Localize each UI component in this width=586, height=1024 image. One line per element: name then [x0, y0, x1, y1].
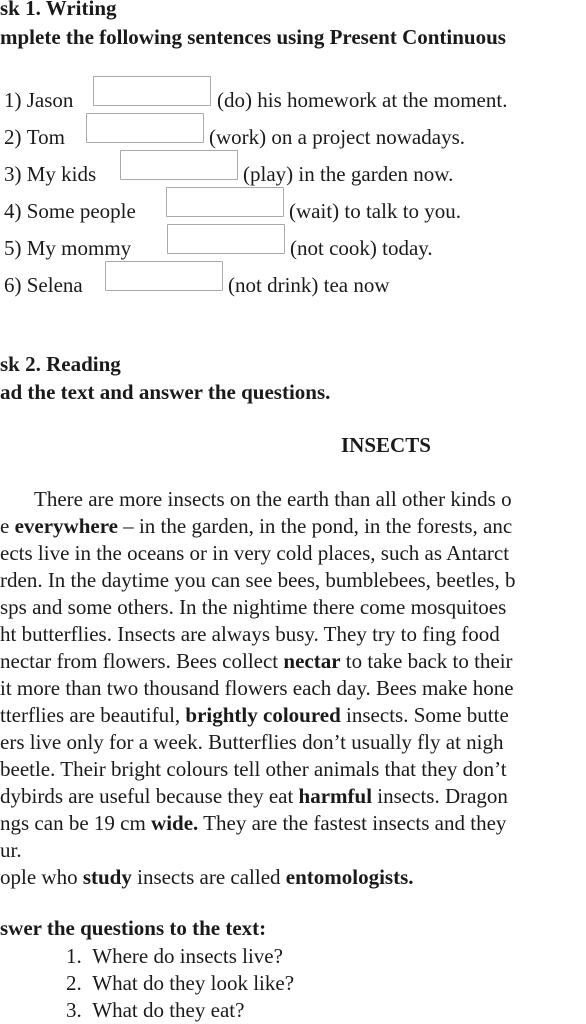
list-item: 1) Jason: [4, 88, 74, 112]
answer-field-6[interactable]: [105, 261, 223, 291]
list-item: 5) My mommy: [4, 236, 132, 260]
list-item: 3) My kids: [4, 162, 97, 186]
reading-text: There are more insects on the earth than all other kinds o e everywhere – in the garden, in the pond, in the forests, anc ects live in the oceans or in very cold places, such as Antarct rden. In the daytime you can see bees, bumblebees, beetles, b sps and some others. In the nightime there come mosquitoes ht butterflies. Insects are always busy. They try to fing food nectar from flowers. Bees collect nectar to take back to their it more than two thousand flowers each day. Bees make hone tterflies are beautiful, brightly coloured insects. Some butte ers live only for a week. Butterflies don’t usually fly at nigh beetle. Their bright colours tell other animals that they don’t dybirds are useful because they eat harmful insects. Dragon ngs can be 19 cm wide. They are the fastest insects and they ur. ople who study insects are called entomologists.: [0, 487, 516, 889]
answer-field-3[interactable]: [120, 150, 238, 180]
answer-field-2[interactable]: [86, 113, 204, 143]
list-item: 2) Tom: [4, 125, 65, 149]
task1-title: sk 1. Writing: [0, 0, 117, 20]
task2-title: sk 2. Reading: [0, 352, 121, 376]
question-item: 2. What do they look like?: [66, 971, 295, 995]
question-item: 1. Where do insects live?: [66, 944, 283, 968]
answer-field-4[interactable]: [166, 187, 284, 217]
sentence-rest: (not drink) tea now: [228, 273, 390, 297]
task1-instruction: mplete the following sentences using Present Continuous: [0, 25, 506, 49]
sentence-rest: (wait) to talk to you.: [289, 199, 462, 223]
sentence-rest: (play) in the garden now.: [243, 162, 454, 186]
sentence-rest: (work) on a project nowadays.: [209, 125, 465, 149]
answer-field-5[interactable]: [167, 224, 285, 254]
questions-title: swer the questions to the text:: [0, 916, 267, 940]
task2-instruction: ad the text and answer the questions.: [0, 380, 331, 404]
list-item: 4) Some people: [4, 199, 136, 223]
text-title: INSECTS: [341, 433, 431, 457]
sentence-rest: (do) his homework at the moment.: [217, 88, 508, 112]
list-item: 6) Selena: [4, 273, 83, 297]
sentence-rest: (not cook) today.: [290, 236, 433, 260]
question-item: 3. What do they eat?: [66, 998, 245, 1022]
answer-field-1[interactable]: [93, 76, 211, 106]
